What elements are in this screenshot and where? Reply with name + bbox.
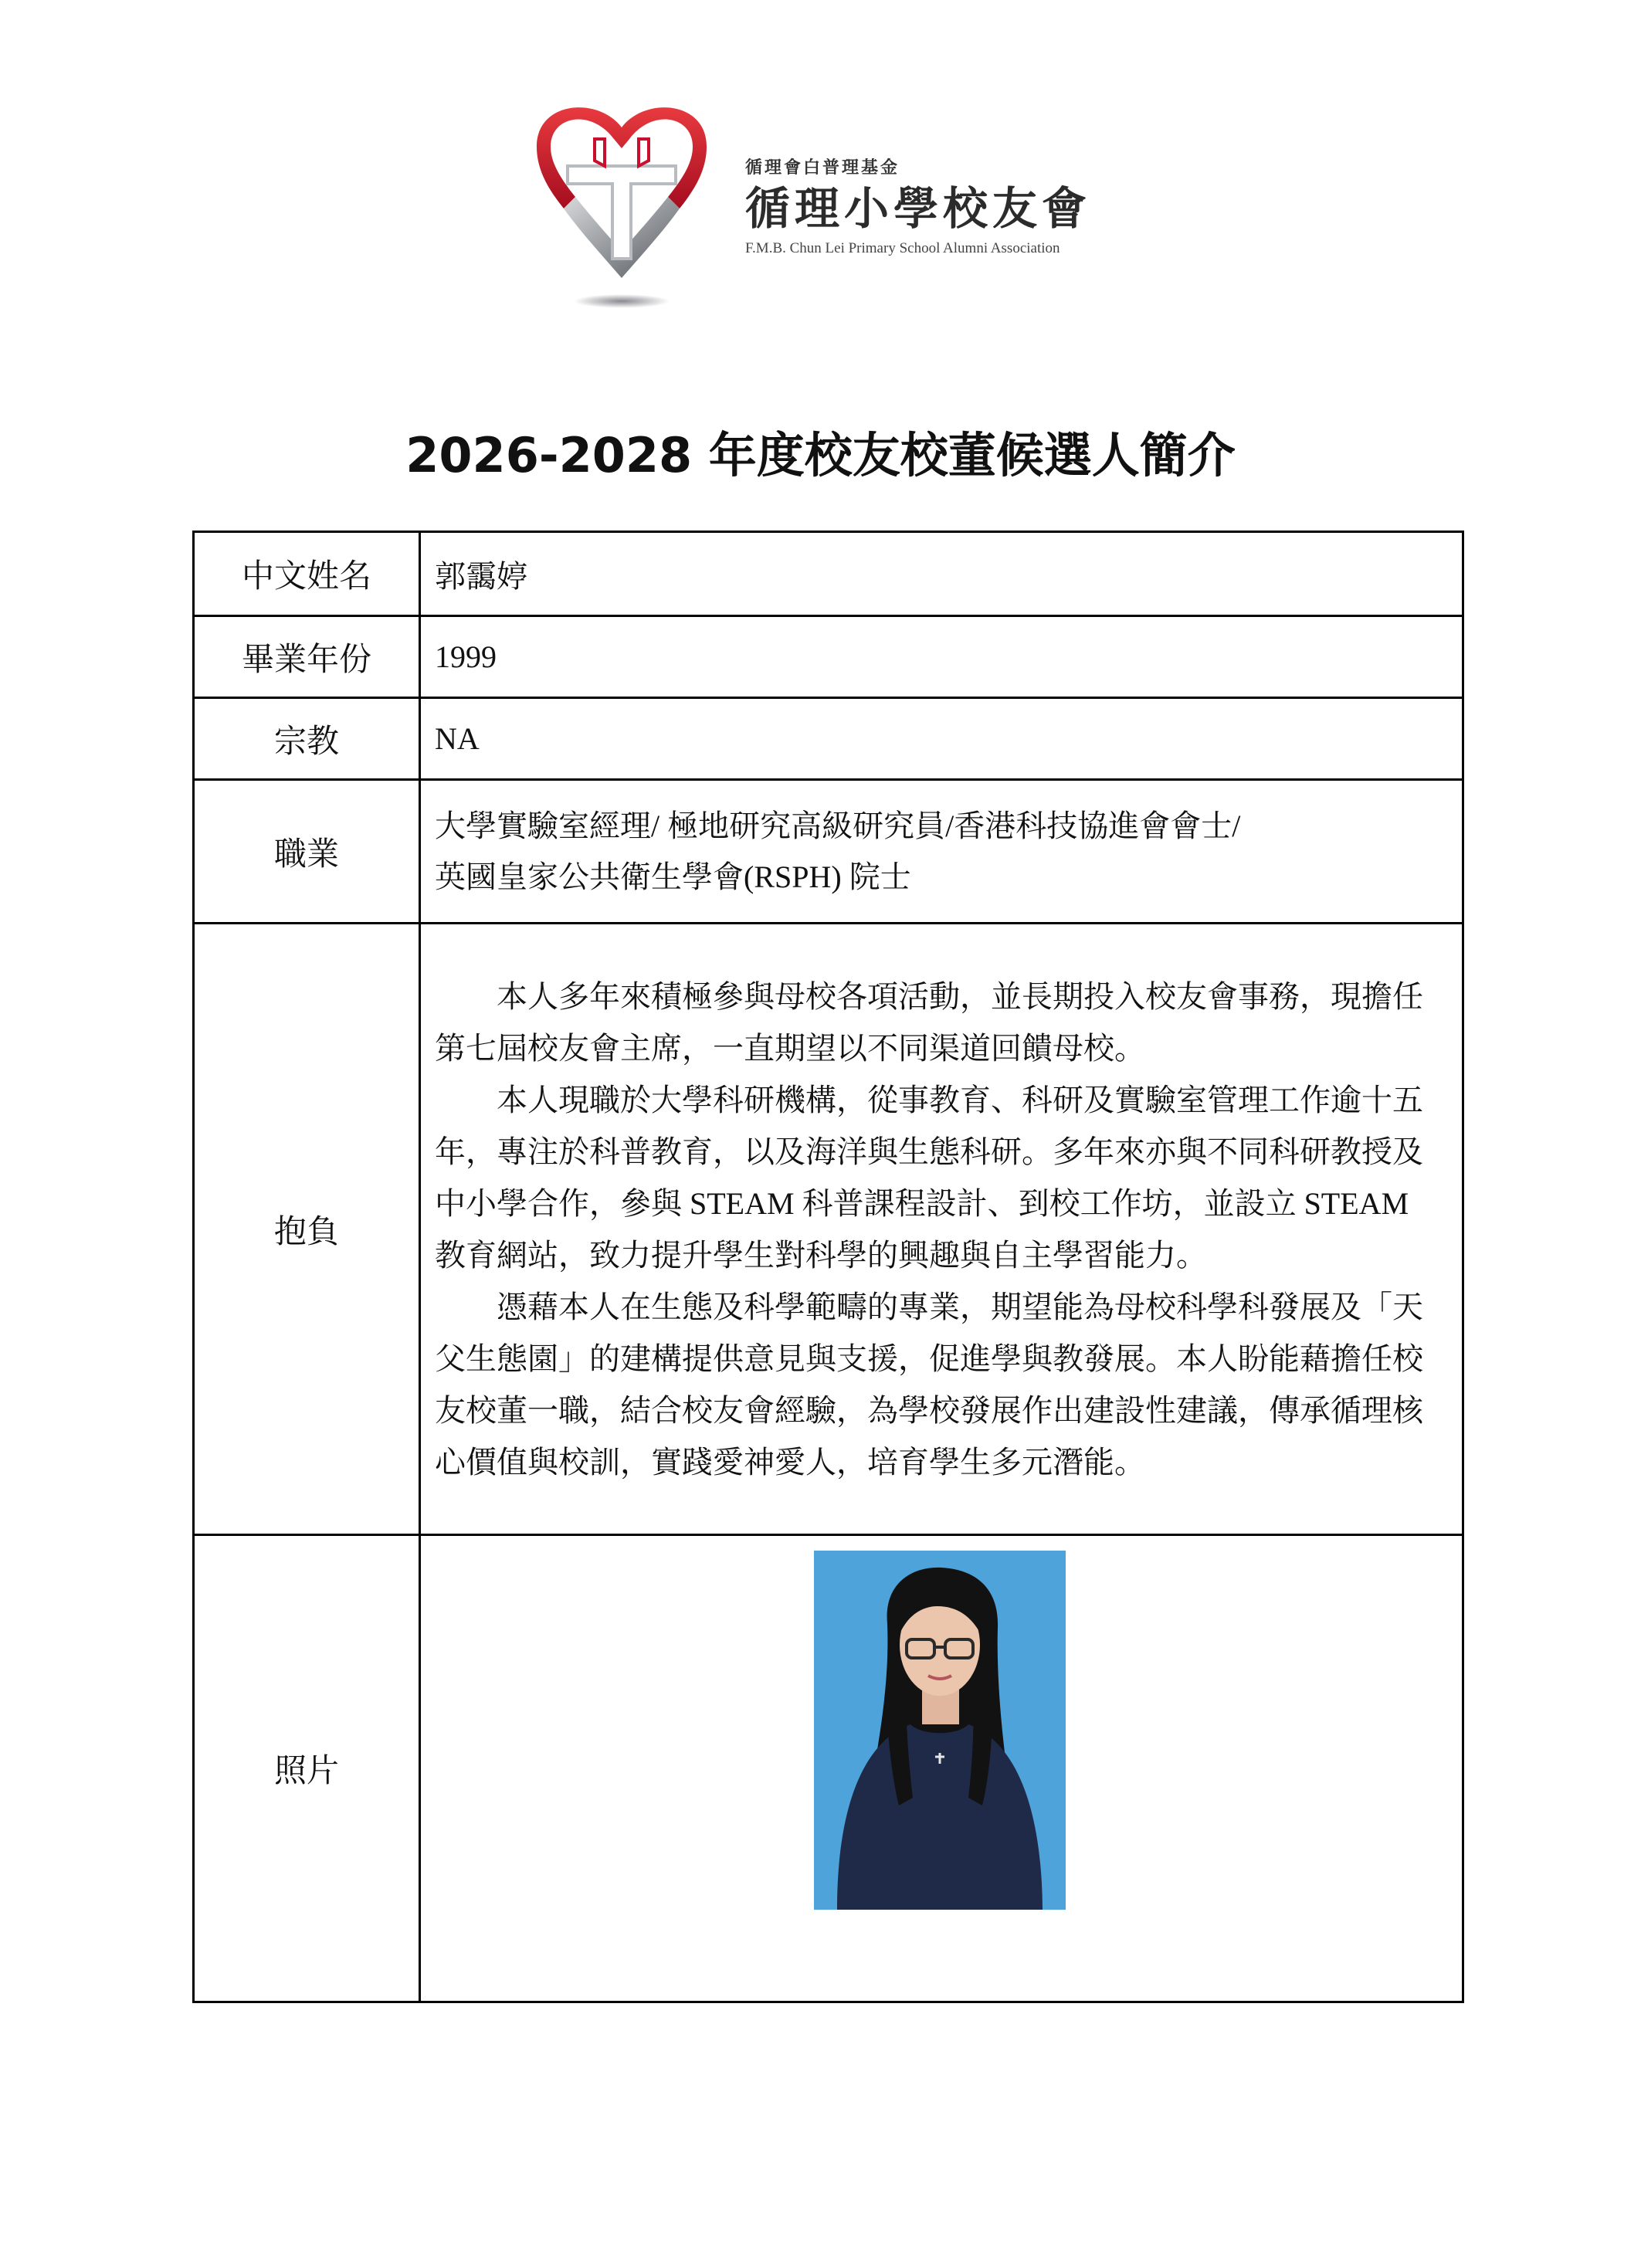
graduation-year-label: 畢業年份: [194, 616, 420, 698]
religion-value: NA: [420, 698, 1463, 780]
name-label: 中文姓名: [194, 532, 420, 616]
table-row-graduation-year: [194, 616, 1463, 698]
vision-paragraph-1: 本人多年來積極參與母校各項活動，並長期投入校友會事務，現擔任第七屆校友會主席，一直期望以不同渠道回饋母校。: [435, 978, 1423, 1066]
vision-paragraph-3: 憑藉本人在生態及科學範疇的專業，期望能為母校科學科發展及「天父生態園」的建構提供意見與支援，促進學與教發展。本人盼能藉擔任校友校董一職，結合校友會經驗，為學校發展作出建設性建議，傳承循理核心價值與校訓，實踐愛神愛人，培育學生多元潛能。: [435, 1289, 1423, 1480]
heart-cross-emblem-icon: [521, 93, 722, 317]
vision-paragraph-2: 本人現職於大學科研機構，從事教育、科研及實驗室管理工作逾十五年，專注於科普教育，以及海洋與生態科研。多年來亦與不同科研教授及中小學合作，參與 STEAM 科普課程設計、到校工作坊，並設立 STEAM 教育網站，致力提升學生對科學的興趣與自主學習能力。: [435, 1082, 1423, 1273]
photo-label: 照片: [194, 1535, 420, 2002]
table-row-name: [194, 532, 1463, 616]
page-title: 2026-2028 年度校友校董候選人簡介: [405, 427, 1236, 483]
table-row-vision: [194, 924, 1463, 1535]
alumni-association-logo: [521, 93, 1108, 317]
logo-text-block: [745, 154, 1108, 257]
religion-label: 宗教: [194, 698, 420, 780]
graduation-year-value: 1999: [420, 616, 1463, 698]
logo-english-name: F.M.B. Chun Lei Primary School Alumni Association: [745, 240, 1060, 256]
table-row-religion: [194, 698, 1463, 780]
table-row-occupation: [194, 780, 1463, 924]
logo-association-name: 循理小學校友會: [745, 182, 1092, 235]
logo-foundation-name: 循理會白普理基金: [745, 158, 900, 178]
vision-value: [420, 924, 1463, 1535]
candidate-portrait-photo: [814, 1551, 1066, 1910]
name-value: 郭靄婷: [420, 532, 1463, 616]
vision-label: 抱負: [194, 924, 420, 1535]
occupation-value: [420, 780, 1463, 924]
occupation-line-1: 大學實驗室經理/ 極地研究高級研究員/香港科技協進會會士/: [435, 808, 1241, 843]
occupation-line-2: 英國皇家公共衛生學會(RSPH) 院士: [435, 859, 911, 894]
occupation-label: 職業: [194, 780, 420, 924]
